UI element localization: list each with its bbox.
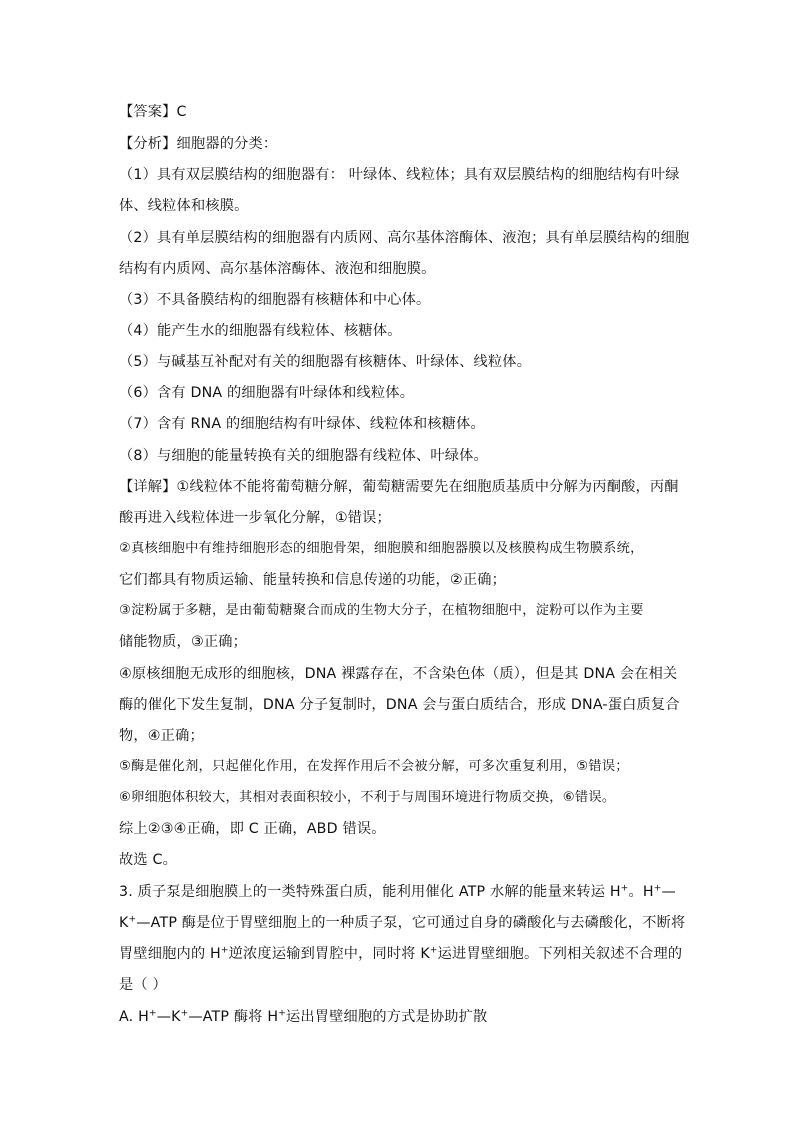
q-text: —ATP 酶是位于胃壁细胞上的一种质子泵，它可通过自身的磷酸化与去磷酸化，不断将	[136, 915, 686, 931]
analysis-item-7: （7）含有 RNA 的细胞结构有叶绿体、线粒体和核糖体。	[119, 416, 485, 432]
analysis-heading: 【分析】细胞器的分类：	[119, 136, 278, 152]
analysis-item-1: （1）具有双层膜结构的细胞器有： 叶绿体、线粒体；具有双层膜结构的细胞结构有叶绿	[119, 167, 680, 183]
superscript-plus: +	[653, 883, 662, 894]
superscript-plus: +	[620, 883, 629, 894]
superscript-plus: +	[220, 945, 229, 956]
question-3-line-4: 是（ ）	[119, 977, 167, 993]
superscript-plus: +	[180, 1008, 189, 1019]
detail-point-4-cont: 酶的催化下发生复制，DNA 分子复制时，DNA 会与蛋白质结合，形成 DNA-蛋白质复合	[119, 697, 680, 713]
detail-point-2-cont: 它们都具有物质运输、能量转换和信息传递的功能，②正确；	[119, 572, 506, 588]
q-text: 逆浓度运输到胃腔中，同时将 K	[228, 946, 430, 962]
analysis-item-1-cont: 体、线粒体和核膜。	[119, 198, 249, 214]
detail-point-5: ⑤酶是催化剂，只起催化作用，在发挥作用后不会被分解，可多次重复利用，⑤错误；	[119, 759, 629, 774]
detail-point-3-cont: 储能物质，③正确；	[119, 634, 248, 650]
answer-line: 【答案】C	[119, 104, 187, 120]
q-text: K	[119, 915, 129, 931]
detail-point-3: ③淀粉属于多糖，是由葡萄糖聚合而成的生物大分子，在植物细胞中，淀粉可以作为主要	[119, 603, 644, 618]
q-text: 3. 质子泵是细胞膜上的一类特殊蛋白质，能利用催化 ATP 水解的能量来转运 H	[119, 884, 621, 900]
q-text: —	[661, 884, 676, 900]
q-text: 运进胃壁细胞。下列相关叙述不合理的	[437, 946, 683, 962]
superscript-plus: +	[148, 1008, 157, 1019]
question-3-line-2	[119, 913, 686, 933]
analysis-item-6: （6）含有 DNA 的细胞器有叶绿体和线粒体。	[119, 385, 415, 401]
detail-point-4: ④原核细胞无成形的细胞核，DNA 裸露存在，不含染色体（质），但是其 DNA 会在相关	[119, 666, 678, 682]
q-text: A. H	[119, 1009, 149, 1025]
superscript-plus: +	[429, 945, 438, 956]
superscript-plus: +	[128, 914, 137, 925]
detail-point-4-end: 物，④正确；	[119, 728, 204, 744]
analysis-item-2: （2）具有单层膜结构的细胞器有内质网、高尔基体溶酶体、液泡；具有单层膜结构的细胞	[119, 230, 690, 246]
detail-point-2: ②真核细胞中有维持细胞形态的细胞骨架，细胞膜和细胞器膜以及核膜构成生物膜系统，	[119, 541, 644, 556]
q-text: 。H	[628, 884, 654, 900]
detail-paragraph-1: 【详解】①线粒体不能将葡萄糖分解，葡萄糖需要先在细胞质基质中分解为丙酮酸，丙酮	[119, 479, 679, 495]
detail-paragraph-1-cont: 酸再进入线粒体进一步氧化分解，①错误；	[119, 510, 391, 526]
conclusion-line: 综上②③④正确，即 C 正确，ABD 错误。	[119, 821, 386, 837]
detail-point-6: ⑥卵细胞体积较大，其相对表面积较小，不利于与周围环境进行物质交换，⑥错误。	[119, 790, 616, 805]
analysis-item-2-cont: 结构有内质网、高尔基体溶酶体、液泡和细胞膜。	[119, 261, 436, 277]
question-3-line-3	[119, 944, 683, 964]
q-text: —ATP 酶将 H	[188, 1009, 279, 1025]
analysis-item-8: （8）与细胞的能量转换有关的细胞器有线粒体、叶绿体。	[119, 448, 488, 464]
question-3-option-a	[119, 1007, 679, 1027]
analysis-item-5: （5）与碱基互补配对有关的细胞器有核糖体、叶绿体、线粒体。	[119, 354, 532, 370]
choice-line: 故选 C。	[119, 852, 177, 868]
analysis-item-3: （3）不具备膜结构的细胞器有核糖体和中心体。	[119, 292, 431, 308]
q-text: —K	[156, 1009, 181, 1025]
q-text: 运出胃壁细胞的方式是协助扩散	[286, 1009, 488, 1025]
q-text: 胃壁细胞内的 H	[119, 946, 221, 962]
superscript-plus: +	[278, 1008, 286, 1019]
question-3-line-1	[119, 882, 679, 902]
analysis-item-4: （4）能产生水的细胞器有线粒体、核糖体。	[119, 323, 402, 339]
